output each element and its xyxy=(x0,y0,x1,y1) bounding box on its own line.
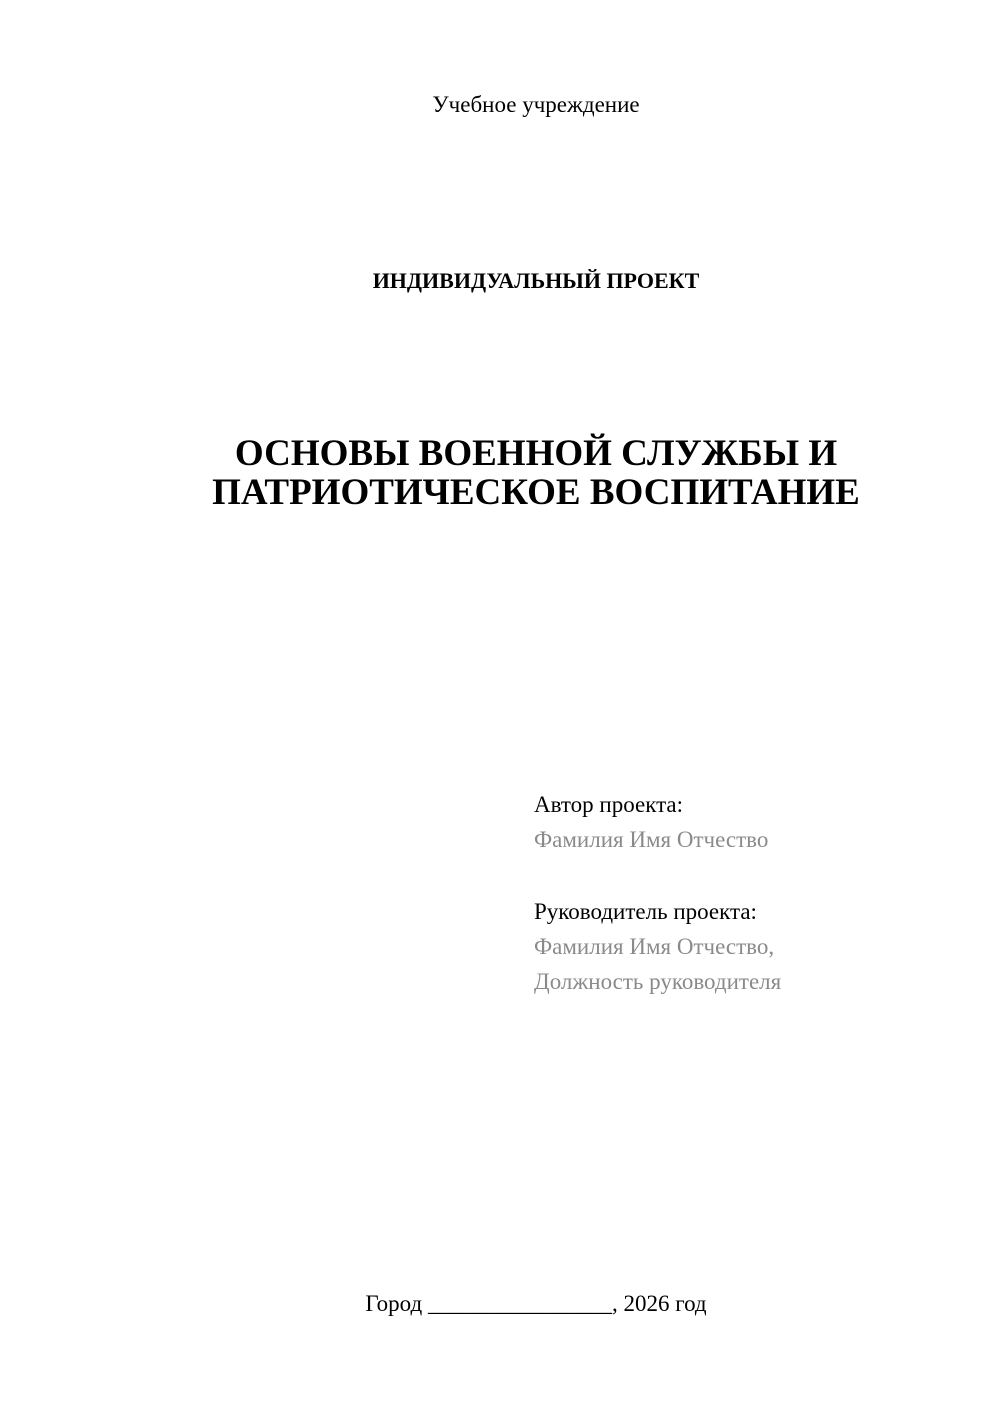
project-type-heading: ИНДИВИДУАЛЬНЫЙ ПРОЕКТ xyxy=(372,268,700,293)
author-name: Фамилия Имя Отчество xyxy=(534,827,769,852)
project-title-line-1: ОСНОВЫ ВОЕННОЙ СЛУЖБЫ И xyxy=(234,433,838,474)
supervisor-block xyxy=(534,894,974,999)
author-block xyxy=(534,787,974,857)
supervisor-name: Фамилия Имя Отчество, xyxy=(534,934,775,959)
institution-name: Учебное учреждение xyxy=(432,92,640,117)
author-label: Автор проекта: xyxy=(534,792,683,817)
supervisor-label: Руководитель проекта: xyxy=(534,899,757,924)
supervisor-position: Должность руководителя xyxy=(534,969,782,994)
project-title xyxy=(0,434,1000,512)
city-year-footer: Город ________________, 2026 год xyxy=(365,1291,707,1316)
project-title-line-2: ПАТРИОТИЧЕСКОЕ ВОСПИТАНИЕ xyxy=(212,472,860,513)
